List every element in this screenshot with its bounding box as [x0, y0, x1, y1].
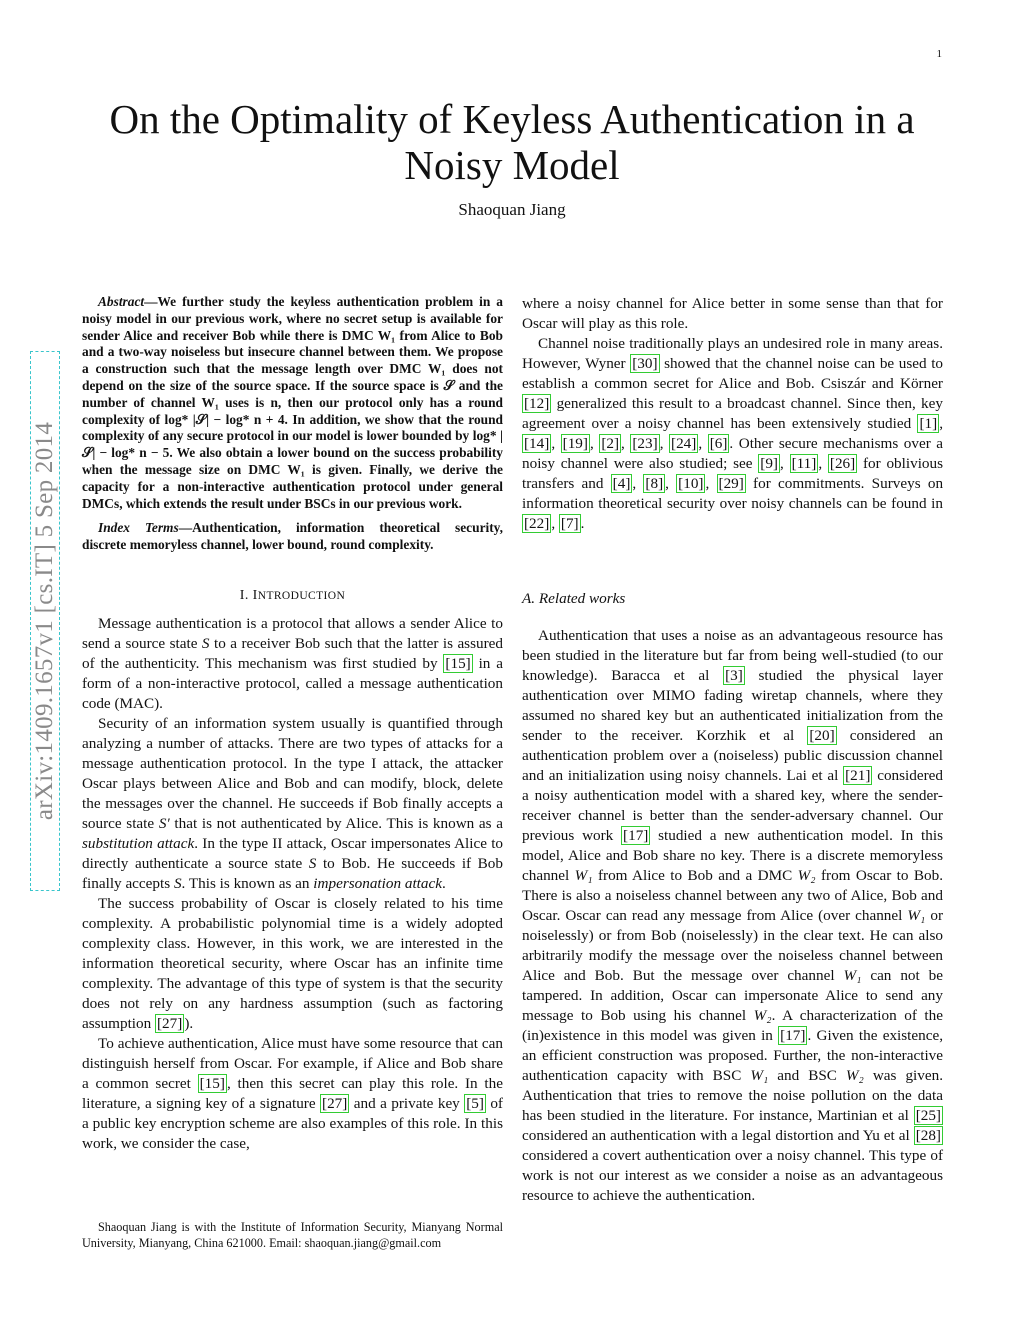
citation-link[interactable]: [29]: [718, 475, 744, 492]
citation-link[interactable]: [15]: [445, 654, 471, 672]
citation-link[interactable]: [5]: [466, 1094, 484, 1112]
page-number: 1: [936, 48, 942, 60]
citation-link[interactable]: [12]: [524, 395, 550, 412]
citation-link[interactable]: [2]: [601, 435, 620, 452]
citation-link[interactable]: [8]: [645, 475, 664, 492]
citation-link[interactable]: [17]: [780, 1027, 806, 1044]
arxiv-stamp: [30, 351, 60, 891]
citation-link[interactable]: [27]: [322, 1094, 348, 1112]
citation-link[interactable]: [1]: [919, 415, 938, 432]
section-heading-introduction: I. INTRODUCTION: [239, 587, 346, 603]
citation-link[interactable]: [19]: [562, 435, 588, 452]
citation-link[interactable]: [25]: [915, 1107, 941, 1124]
citation-link[interactable]: [3]: [725, 667, 743, 684]
intro-paragraph-4-cont: where a noisy channel for Alice better in some sense than that for Oscar will play as this role.: [522, 295, 943, 332]
index-terms-label: Index Terms: [98, 520, 179, 536]
citation-link[interactable]: [14]: [524, 435, 550, 452]
author-name: Shaoquan Jiang: [458, 200, 566, 219]
citation-link[interactable]: [7]: [560, 515, 579, 532]
arxiv-id[interactable]: arXiv:1409.1657v1 [cs.IT] 5 Sep 2014: [31, 421, 58, 821]
citation-link[interactable]: [30]: [632, 355, 658, 372]
subsection-heading-related-works: A. Related works: [522, 590, 626, 607]
index-terms: [82, 520, 503, 554]
citation-link[interactable]: [11]: [791, 455, 817, 472]
intro-paragraph-2: Security of an information system usually is quantified through analyzing a number of attacks. There are two types of attacks for a message authentication protocol. In the type I attack, the attacker Oscar plays between Alice and Bob and can modify, block, delete the messages over the channel. He succeeds if Bob finally accepts a source state S′ that is not authenticated by Alice. This is known as a substitution attack. In the type II attack, Oscar impersonates Alice to directly authenticate a source state S to Bob. He succeeds if Bob finally accepts S. This is known as an impersonation attack.: [82, 714, 504, 892]
citation-link[interactable]: [21]: [845, 767, 871, 784]
left-column: [82, 294, 503, 1154]
intro-paragraph-5: Channel noise traditionally plays an undesired role in many areas. However, Wyner [30] showed that the channel noise can be used to establish a common secret for Alice and Bob. Csiszár and Körner [12] generalized this result to a broadcast channel. Since then, key agreement over a noisy channel has been extensively studied [1] , [14] , [19] , [2] , [23] , [24] , [6] . Other secure mechanisms over a noisy channel were also studied; see [9] , [11] , [26] for oblivious transfers and [4] , [8] , [10] , [29] for commitments. Surveys on information theoretical security over noisy channels can be found in [22] , [7] .: [522, 335, 944, 532]
related-works-paragraph: Authentication that uses a noise as an advantageous resource has been studied in the literature but far from being well-studied (to our knowledge). Baracca et al [3] studied the physical layer authentication over MIMO fading wiretap channels, where they assumed no shared key but an authenticated initialization from the sender to the receiver. Korzhik et al [20] considered an authentication problem over a (noiseless) public discussion channel and an initialization using noisy channels. Lai et al [21] considered a noisy authentication model with a shared key, where the sender-receiver channel is better than the sender-adversary channel. Our previous work [17] studied a new authentication model. In this model, Alice and Bob share no key. There is a discrete memoryless channel W₁ from Alice to Bob and a DMC W₂ from Oscar to Bob. There is also a noiseless channel between any two of Alice, Bob and Oscar. Oscar can read any message from Alice (over channel W₁ or noiselessly) or from Bob (noiselessly) in the clear text. He can also arbitrarily modify the message over the noiseless channel between Alice and Bob. But the message over channel W₁ can not be tampered. In addition, Oscar can impersonate Alice to send any message to Bob using his channel W₂. A characterization of the (in)existence in this model was given in [17] . Given the existence, an efficient construction was proposed. Further, the non-interactive authentication capacity with BSC W₁ and BSC W₂ was given. Authentication that tries to remove the noise pollution on the data has been studied in the literature. For instance, Martinian et al [25] considered an authentication with a legal distortion and Yu et al [28] considered a covert authentication over a noisy channel. This type of work is not our interest as we consider a noise as an advantageous resource to achieve the authentication.: [522, 627, 944, 1204]
footnote-text: Shaoquan Jiang is with the Institute of Information Security, Mianyang Normal University, Mianyang, China 621000. Email: shaoquan.jiang@gmail.com: [82, 1220, 503, 1250]
abstract-text: —We further study the keyless authentication problem in a noisy model in our previous work, where no secret setup is available for sender Alice and receiver Bob while there is DMC W₁ from Alice to Bob and a two-way noiseless but insecure channel between them. We propose a construction such that the message length over DMC W₁ does not depend on the size of the source space. If the source space is 𝒮 and the number of channel W₁ uses is n, then our protocol only has a round complexity of log* |𝒮| − log* n + 4. In addition, we show that the round complexity of any secure protocol in our model is lower bounded by log* |𝒮| − log* n − 5. We also obtain a lower bound on the success probability when the message size on DMC W₁ is given. Finally, we derive the capacity for a non-interactive authentication protocol under general DMCs, which extends the result under BSCs in our previous work.: [82, 294, 503, 511]
paper-title: On the Optimality of Keyless Authentication in a Noisy Model: [109, 96, 915, 188]
citation-link[interactable]: [15]: [199, 1074, 225, 1092]
citation-link[interactable]: [10]: [678, 475, 704, 492]
citation-link[interactable]: [24]: [671, 435, 697, 452]
citation-link[interactable]: [9]: [760, 455, 778, 472]
index-terms-text: —Authentication, information theoretical security, discrete memoryless channel, lower bound, round complexity.: [82, 520, 503, 553]
intro-paragraph-1: Message authentication is a protocol that allows a sender Alice to send a source state S to a receiver Bob such that the latter is assured of the authenticity. This mechanism was first studied by [15] in a form of a non-interactive protocol, called a message authentication code (MAC).: [82, 614, 503, 712]
intro-paragraph-4: To achieve authentication, Alice must have some resource that can distinguish herself from Oscar. For example, if Alice and Bob share a common secret [15] , then this secret can play this role. In the literature, a signing key of a signature [27] and a private key [5] of a public key encryption scheme are also examples of this role. In this work, we consider the case,: [82, 1034, 503, 1152]
footnote: [82, 1220, 503, 1251]
citation-link[interactable]: [28]: [915, 1127, 941, 1144]
intro-paragraph-3: The success probability of Oscar is closely related to his time complexity. A probabilistic polynomial time is a widely adopted complexity class. However, in this work, we are interested in the information theoretical security, where Oscar has an infinite time complexity. The advantage of this type of system is that the security does not rely on any hardness assumption (such as factoring assumption [27] ).: [82, 894, 503, 1032]
right-column: [522, 294, 943, 1206]
citation-link[interactable]: [22]: [524, 515, 550, 532]
citation-link[interactable]: [26]: [829, 455, 856, 472]
citation-link[interactable]: [4]: [612, 475, 631, 492]
abstract-label: Abstract: [98, 294, 145, 309]
citation-link[interactable]: [17]: [623, 827, 649, 844]
citation-link[interactable]: [20]: [809, 727, 835, 744]
citation-link[interactable]: [6]: [709, 435, 728, 452]
citation-link[interactable]: [23]: [632, 435, 658, 452]
abstract: [82, 294, 503, 554]
citation-link[interactable]: [27]: [157, 1014, 183, 1032]
